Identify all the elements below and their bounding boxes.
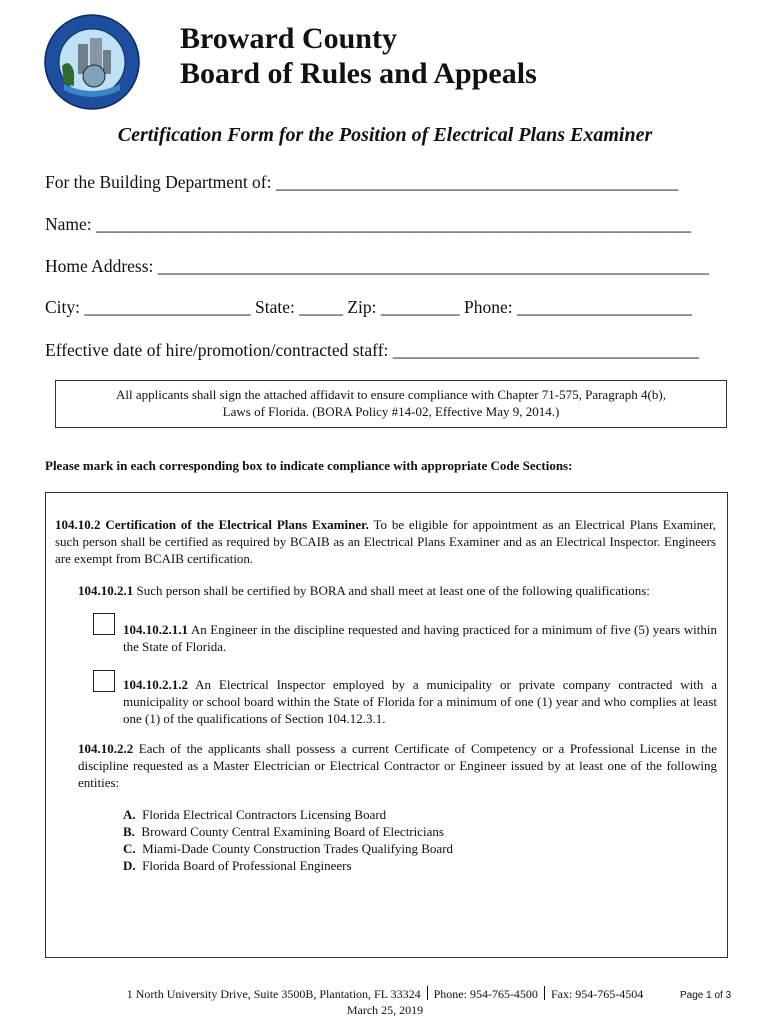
- section-number: 104.10.2: [55, 517, 101, 532]
- entity-name: Miami-Dade County Construction Trades Qualifying Board: [142, 841, 454, 856]
- option-text: An Engineer in the discipline requested and having practiced for a minimum of five (5) years within the State of Florida.: [123, 622, 717, 654]
- page-number: Page 1 of 3: [680, 990, 732, 1001]
- footer-address: 1 North University Drive, Suite 3500B, Plantation, FL 33324: [126, 987, 421, 1001]
- list-letter: A.: [123, 807, 136, 822]
- option-text: An Electrical Inspector employed by a municipality or private company contracted with a municipality or school board within the State of Florida for a minimum of one (1) year and who complies at least one (1) of the qualifications of Section 104.12.3.1.: [123, 677, 717, 726]
- entity-name: Florida Electrical Contractors Licensing Board: [142, 807, 387, 822]
- compliance-instruction: Please mark in each corresponding box to indicate compliance with appropriate Code Sections:: [45, 458, 573, 473]
- list-letter: D.: [123, 858, 136, 873]
- building-department-field[interactable]: For the Building Department of: ______________________________________________: [45, 172, 679, 192]
- section-104-10-2: [55, 516, 716, 567]
- option-104-10-2-1-1: [123, 621, 717, 655]
- list-item: [123, 840, 683, 857]
- home-address-field[interactable]: Home Address: _______________________________________________________________: [45, 256, 710, 276]
- county-seal-logo: [44, 14, 140, 110]
- entities-list: [123, 806, 683, 874]
- footer: [0, 986, 770, 1018]
- footer-date: March 25, 2019: [346, 1003, 424, 1017]
- subsection-number: 104.10.2.2: [78, 741, 134, 756]
- section-title: Certification of the Electrical Plans Examiner.: [105, 517, 369, 532]
- section-text: To be eligible for appointment as an Electrical Plans Examiner, such person shall be certified as required by BCAIB as an Electrical Plans Examiner and as an Electrical Inspector. Engineers are exempt from BCAIB certification.: [55, 517, 717, 566]
- organization-name: Broward County: [180, 22, 397, 55]
- list-letter: B.: [123, 824, 135, 839]
- option-number: 104.10.2.1.2: [123, 677, 188, 692]
- entity-name: Florida Board of Professional Engineers: [142, 858, 352, 873]
- footer-separator: [427, 986, 428, 1000]
- section-104-10-2-2: [78, 740, 717, 791]
- option-number: 104.10.2.1.1: [123, 622, 188, 637]
- city-state-zip-phone-field[interactable]: City: ___________________ State: _____ Zip: _________ Phone: ____________________: [45, 297, 693, 317]
- organization-board: Board of Rules and Appeals: [180, 57, 537, 90]
- affidavit-notice: [55, 380, 727, 428]
- footer-fax: Fax: 954-765-4504: [550, 987, 644, 1001]
- footer-phone: Phone: 954-765-4500: [433, 987, 538, 1001]
- form-title: Certification Form for the Position of Electrical Plans Examiner: [117, 124, 653, 146]
- list-item: [123, 806, 683, 823]
- entity-name: Broward County Central Examining Board of Electricians: [141, 824, 444, 839]
- option-104-10-2-1-2: [123, 676, 717, 727]
- footer-separator: [544, 986, 545, 1000]
- checkbox-104-10-2-1-2[interactable]: [93, 670, 115, 692]
- list-item: [123, 857, 683, 874]
- notice-line-1: All applicants shall sign the attached affidavit to ensure compliance with Chapter 71-575, Paragraph 4(b),: [116, 387, 666, 402]
- name-field[interactable]: Name: ____________________________________________________________________: [45, 214, 692, 234]
- notice-line-2: Laws of Florida. (BORA Policy #14-02, Effective May 9, 2014.): [222, 404, 560, 419]
- list-letter: C.: [123, 841, 136, 856]
- section-104-10-2-1: [78, 582, 718, 599]
- subsection-number: 104.10.2.1: [78, 583, 134, 598]
- list-item: [123, 823, 683, 840]
- subsection-text: Each of the applicants shall possess a current Certificate of Competency or a Professional License in the discipline requested as a Master Electrician or Electrical Contractor or Engineer issued by at least one of the following entities:: [78, 741, 718, 790]
- effective-date-field[interactable]: Effective date of hire/promotion/contracted staff: ___________________________________: [45, 340, 700, 360]
- subsection-text: Such person shall be certified by BORA and shall meet at least one of the following qualifications:: [136, 583, 650, 598]
- checkbox-104-10-2-1-1[interactable]: [93, 613, 115, 635]
